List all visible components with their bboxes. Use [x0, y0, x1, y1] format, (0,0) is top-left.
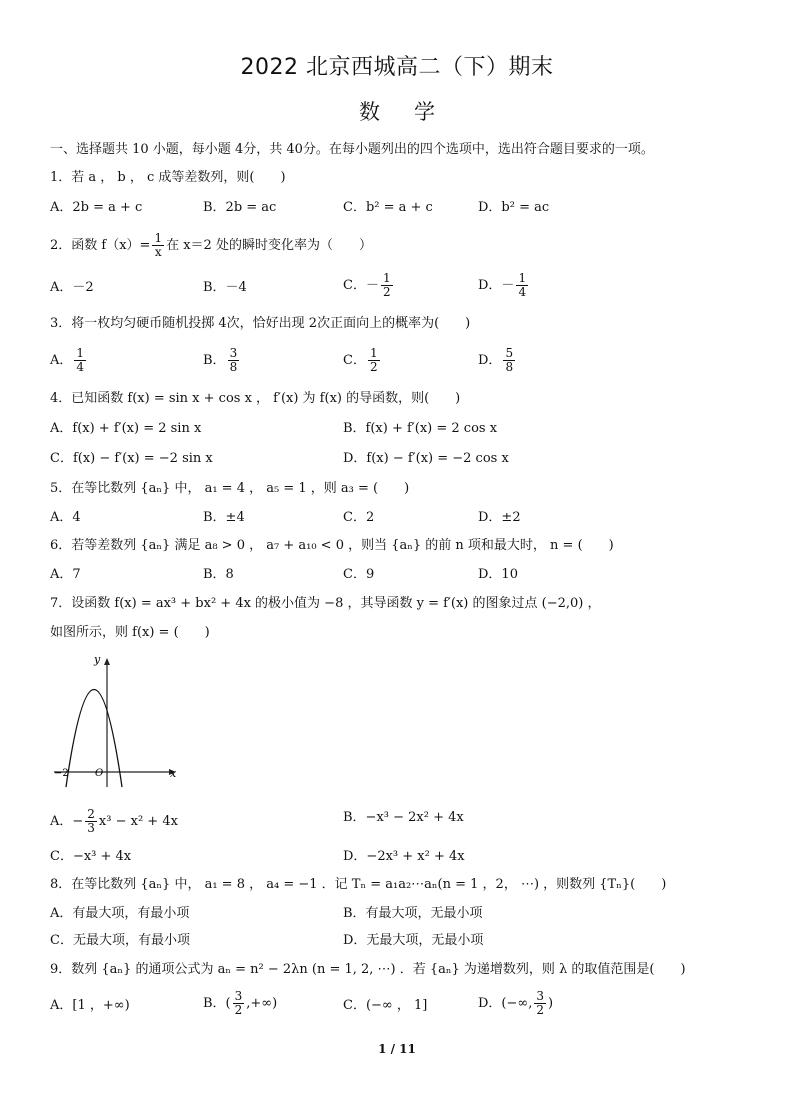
- q2-option-c: [343, 272, 395, 299]
- q2-option-a: A．－2: [50, 280, 94, 295]
- q7-graph: [50, 652, 190, 792]
- q2-fraction: [152, 232, 164, 259]
- tick-label: −2: [54, 768, 69, 779]
- subject-title: 数学: [359, 100, 469, 124]
- q7-option-a: [50, 808, 178, 835]
- q2-frac-num: 1: [154, 231, 163, 245]
- q3-stem: 3．将一枚均匀硬币随机投掷 4次，恰好出现 2次正面向上的概率为( ): [50, 316, 471, 331]
- q9-option-c: C．(−∞ ， 1]: [343, 998, 428, 1013]
- q6-option-b: B．8: [203, 567, 234, 582]
- q2-c-den: 2: [382, 285, 391, 299]
- q3-c-frac: [368, 347, 380, 374]
- q8-option-b: B．有最大项，无最小项: [343, 906, 483, 921]
- q4-option-b: B．f(x) + f′(x) = 2 cos x: [343, 421, 498, 436]
- q9-d-den: 2: [536, 1003, 544, 1017]
- q8-stem: 8．在等比数列 {aₙ} 中， a₁ = 8 ， a₄ = −1 ．记 Tₙ = a₁a₂⋯aₙ(n = 1 ，2， ⋯) ，则数列 {Tₙ}( ): [50, 877, 667, 892]
- q3-c-num: 1: [369, 346, 378, 360]
- q2-option-b: B．－4: [203, 280, 247, 295]
- q3-d-num: 5: [505, 346, 514, 360]
- origin-label: O: [95, 768, 104, 779]
- q5-option-c: C．2: [343, 510, 375, 525]
- q1-stem: 1．若 a ， b ， c 成等差数列，则( ): [50, 170, 286, 185]
- q3-d-label: D．: [478, 353, 502, 368]
- y-axis-arrow: [104, 658, 110, 665]
- q2-c-num: 1: [382, 271, 391, 285]
- page-title: 2022 北京西城高二（下）期末: [240, 55, 554, 80]
- q3-c-den: 2: [369, 360, 378, 374]
- q3-b-frac: [228, 347, 240, 374]
- q9-b-pre: B．(: [203, 996, 231, 1011]
- q9-option-b: [203, 990, 277, 1017]
- q3-option-a: [50, 347, 88, 374]
- q3-d-den: 8: [505, 360, 514, 374]
- q4-option-c: C．f(x) − f′(x) = −2 sin x: [50, 451, 213, 466]
- q9-option-d: [478, 990, 553, 1017]
- q9-stem: 9．数列 {aₙ} 的通项公式为 aₙ = n² − 2λn (n = 1, 2, ⋯) ．若 {aₙ} 为递增数列，则 λ 的取值范围是( ): [50, 962, 686, 977]
- q2-frac-den: x: [154, 245, 162, 259]
- q5-option-b: B．±4: [203, 510, 245, 525]
- q6-option-d: D．10: [478, 567, 518, 582]
- q3-option-b: [203, 347, 241, 374]
- q5-option-a: A．4: [50, 510, 81, 525]
- q1-option-b: B．2b = ac: [203, 200, 277, 215]
- q9-d-frac: [534, 990, 546, 1017]
- q2-stem-pre: 2．函数 f（x）=: [50, 238, 151, 253]
- section-heading: 一、选择题共 10 小题，每小题 4分，共 40分。在每小题列出的四个选项中，选出符合题目要求的一项。: [50, 142, 654, 157]
- q9-option-a: A．[1 ，+∞): [50, 998, 130, 1013]
- q9-b-post: ,+∞): [246, 996, 278, 1011]
- q1-option-d: D．b² = ac: [478, 200, 550, 215]
- q2-c-frac: [381, 272, 393, 299]
- q6-option-a: A．7: [50, 567, 81, 582]
- q3-a-label: A．: [50, 353, 73, 368]
- q4-option-a: A．f(x) + f′(x) = 2 sin x: [50, 421, 202, 436]
- q6-stem: 6．若等差数列 {aₙ} 满足 a₈ > 0 ， a₇ + a₁₀ < 0 ，则当 {aₙ} 的前 n 项和最大时， n = ( ): [50, 538, 614, 553]
- page-number: 1 / 11: [378, 1042, 416, 1056]
- q3-c-label: C．: [343, 353, 366, 368]
- q3-b-num: 3: [229, 346, 238, 360]
- q3-a-den: 4: [76, 360, 85, 374]
- q8-option-d: D．无最大项，无最小项: [343, 933, 484, 948]
- q3-b-label: B．: [203, 353, 226, 368]
- q1-option-c: C．b² = a + c: [343, 200, 433, 215]
- q2-stem: [50, 232, 372, 259]
- q8-option-a: A．有最大项，有最小项: [50, 906, 190, 921]
- q7-option-d: D．−2x³ + x² + 4x: [343, 849, 465, 864]
- q4-option-d: D．f(x) − f′(x) = −2 cos x: [343, 451, 509, 466]
- q2-option-d: [478, 272, 530, 299]
- q7-a-pre: A．−: [50, 814, 84, 829]
- q2-c-label: C．－: [343, 278, 379, 293]
- q1-option-a: A．2b = a + c: [50, 200, 143, 215]
- q7-option-b: B．−x³ − 2x² + 4x: [343, 810, 464, 825]
- y-axis-label: y: [94, 653, 101, 666]
- q2-d-label: D．－: [478, 278, 515, 293]
- q3-b-den: 8: [229, 360, 238, 374]
- q7-stem-line2: 如图所示，则 f(x) = ( ): [50, 625, 210, 640]
- q2-d-frac: [516, 272, 528, 299]
- q7-option-c: C．−x³ + 4x: [50, 849, 132, 864]
- q3-a-num: 1: [76, 346, 85, 360]
- q6-option-c: C．9: [343, 567, 375, 582]
- q3-a-frac: [74, 347, 86, 374]
- q7-stem-line1: 7．设函数 f(x) = ax³ + bx² + 4x 的极小值为 −8 ，其导函数 y = f′(x) 的图象过点 (−2,0) ，: [50, 596, 601, 611]
- q7-a-num: 2: [87, 807, 95, 821]
- q5-stem: 5．在等比数列 {aₙ} 中， a₁ = 4 ， a₅ = 1 ，则 a₃ = ( ): [50, 481, 410, 496]
- q5-option-d: D．±2: [478, 510, 521, 525]
- q8-option-c: C．无最大项，有最小项: [50, 933, 190, 948]
- q9-d-num: 3: [536, 989, 544, 1003]
- q9-d-pre: D．(−∞,: [478, 996, 533, 1011]
- q2-d-den: 4: [518, 285, 527, 299]
- q7-a-den: 3: [87, 821, 95, 835]
- q2-stem-post: 在 x＝2 处的瞬时变化率为（ ）: [166, 238, 372, 253]
- q9-b-num: 3: [234, 989, 243, 1003]
- q3-option-d: [478, 347, 517, 374]
- q9-b-den: 2: [234, 1003, 243, 1017]
- q7-a-post: x³ − x² + 4x: [98, 814, 178, 829]
- q7-a-frac: [85, 808, 97, 835]
- q3-d-frac: [503, 347, 515, 374]
- q9-b-frac: [233, 990, 245, 1017]
- q4-stem: 4．已知函数 f(x) = sin x + cos x ， f′(x) 为 f(x) 的导函数，则( ): [50, 391, 461, 406]
- q2-d-num: 1: [518, 271, 527, 285]
- q9-d-post: ): [548, 996, 554, 1011]
- q3-option-c: [343, 347, 382, 374]
- x-axis-label: x: [170, 767, 177, 780]
